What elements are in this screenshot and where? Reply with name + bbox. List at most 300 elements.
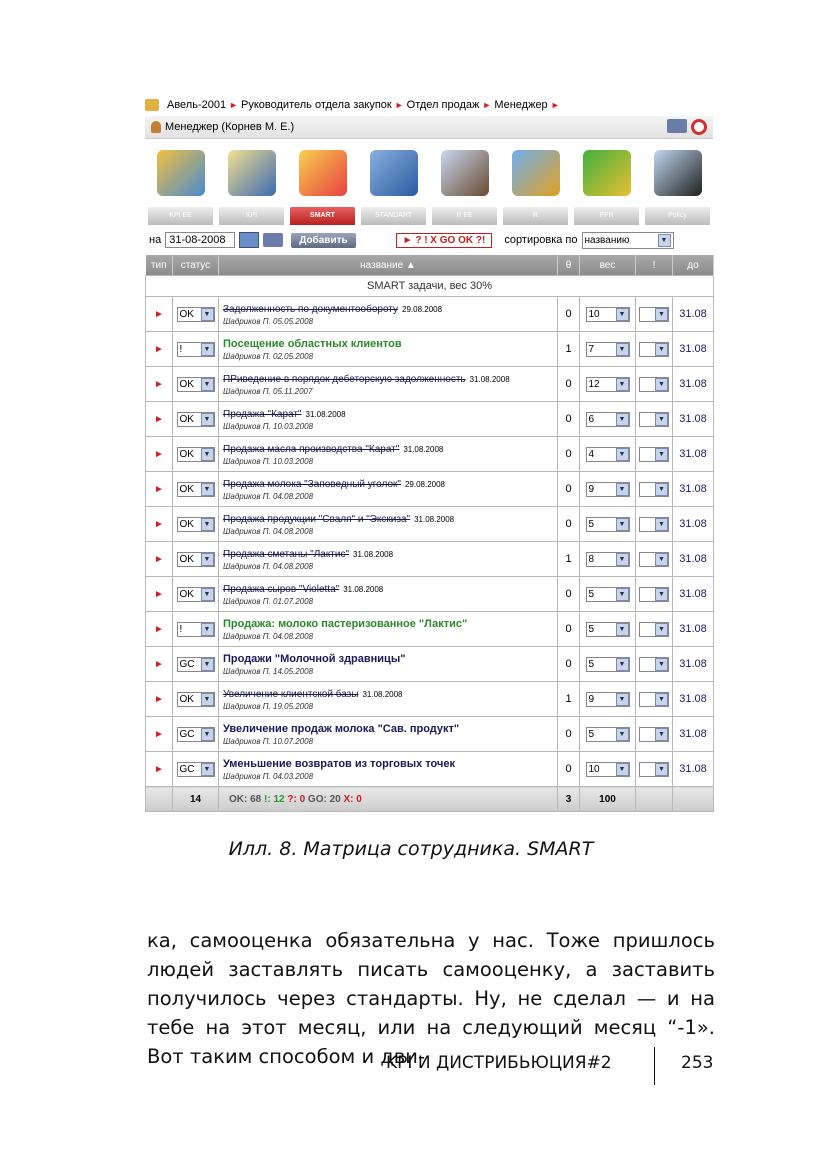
table-row	[146, 472, 714, 507]
chevron-down-icon: ▼	[655, 483, 668, 496]
status-select[interactable]	[177, 412, 215, 427]
priority-select[interactable]	[639, 377, 669, 392]
user-bar	[145, 116, 713, 139]
weight-value: 10	[588, 763, 600, 775]
due-cell: 31.08	[673, 367, 714, 402]
summary-ok: OK: 68	[229, 793, 262, 805]
due-cell: 31.08	[673, 402, 714, 437]
status-select[interactable]	[177, 377, 215, 392]
chevron-down-icon: ▼	[616, 413, 629, 426]
weight-cell	[580, 752, 636, 787]
task-author: Шадриков П. 01.07.2008	[223, 596, 314, 606]
kpi-chart-icon[interactable]	[228, 150, 276, 196]
calendar-icon[interactable]	[239, 232, 259, 248]
due-cell: 31.08	[673, 682, 714, 717]
chevron-down-icon: ▼	[616, 308, 629, 321]
priority-select[interactable]	[639, 412, 669, 427]
weight-select[interactable]	[586, 377, 630, 392]
chevron-down-icon: ▼	[655, 763, 668, 776]
status-value: !	[179, 623, 183, 635]
sort-select[interactable]	[582, 232, 674, 249]
priority-cell	[636, 647, 673, 682]
body-paragraph: ка, самооценка обязательна у нас. Тоже пришлось людей заставлять писать самооценку, а заставить получилось через стандарты. Ну, не сделал — и на тебе на этот месяц, или на следующий месяц “-1». Вот таким способом и дви-	[147, 929, 715, 1068]
count-cell: 0	[558, 402, 580, 437]
task-date: 31.08.2008	[353, 549, 394, 559]
count-cell: 0	[558, 437, 580, 472]
priority-select[interactable]	[639, 342, 669, 357]
growth-chart-icon[interactable]	[512, 150, 560, 196]
sort-value: названию	[584, 234, 630, 246]
play-icon[interactable]: ►	[146, 332, 173, 367]
weight-value: 9	[588, 483, 595, 495]
arrow-right-icon: ►	[394, 100, 404, 110]
chevron-down-icon: ▼	[655, 658, 668, 671]
play-icon[interactable]: ►	[146, 297, 173, 332]
summary-x: X: 0	[343, 793, 362, 805]
tab-kpi[interactable]: KPI	[219, 207, 284, 225]
status-select[interactable]	[177, 762, 215, 777]
chevron-down-icon: ▼	[616, 623, 629, 636]
weight-value: 5	[588, 518, 595, 530]
weight-value: 5	[588, 728, 595, 740]
chevron-down-icon: ▼	[201, 658, 214, 671]
weight-value: 5	[588, 658, 595, 670]
play-icon[interactable]: ►	[146, 402, 173, 437]
status-value: OK	[179, 378, 194, 390]
task-author: Шадриков П. 04.08.2008	[223, 526, 314, 536]
section-title: SMART задачи, вес 30%	[146, 276, 714, 297]
weight-cell	[580, 297, 636, 332]
task-date: 31.08.2008	[403, 444, 444, 454]
task-title[interactable]: Уменьшение возвратов из торговых точек	[223, 757, 456, 770]
priority-select[interactable]	[639, 307, 669, 322]
user-icon	[151, 121, 161, 133]
rating-podium-icon[interactable]	[441, 150, 489, 196]
count-cell: 0	[558, 507, 580, 542]
weight-select[interactable]	[586, 622, 630, 637]
status-value: OK	[179, 483, 194, 495]
tab-standart[interactable]: STANDART	[361, 207, 426, 225]
status-value: GC	[179, 658, 195, 670]
due-cell: 31.08	[673, 332, 714, 367]
status-value: OK	[179, 693, 194, 705]
title-cell	[219, 332, 558, 367]
weight-select[interactable]	[586, 692, 630, 707]
play-icon[interactable]: ►	[146, 612, 173, 647]
count-cell: 0	[558, 577, 580, 612]
arrow-right-icon: ►	[550, 100, 560, 110]
task-author: Шадриков П. 02.05.2008	[223, 351, 314, 361]
status-select[interactable]	[177, 552, 215, 567]
arrow-right-icon: ►	[482, 100, 492, 110]
footer-weight: 100	[580, 787, 636, 812]
status-select[interactable]	[177, 307, 215, 322]
status-select[interactable]	[177, 692, 215, 707]
count-cell: 0	[558, 472, 580, 507]
due-cell: 31.08	[673, 297, 714, 332]
tasks-table	[145, 255, 714, 812]
chevron-down-icon: ▼	[655, 378, 668, 391]
task-title[interactable]: Посещение областных клиентов	[223, 337, 402, 350]
chevron-down-icon: ▼	[655, 728, 668, 741]
task-title[interactable]: Увеличение продаж молока "Сав. продукт"	[223, 722, 460, 735]
priority-cell	[636, 332, 673, 367]
weight-value: 5	[588, 623, 595, 635]
play-icon[interactable]: ►	[146, 647, 173, 682]
summary-q: ?: 0	[287, 793, 306, 805]
chevron-down-icon: ▼	[201, 763, 214, 776]
task-title[interactable]: ПРиведение в порядок дебеторскую задолженность	[223, 373, 466, 385]
status-select[interactable]	[177, 727, 215, 742]
task-date: 29.08.2008	[404, 479, 446, 489]
status-cell	[173, 472, 219, 507]
play-icon[interactable]: ►	[146, 717, 173, 752]
chevron-down-icon: ▼	[201, 378, 214, 391]
title-cell	[219, 542, 558, 577]
chevron-down-icon: ▼	[201, 483, 214, 496]
add-button[interactable]: Добавить	[291, 233, 355, 248]
status-value: OK	[179, 308, 194, 320]
priority-cell	[636, 752, 673, 787]
status-cell	[173, 647, 219, 682]
due-cell: 31.08	[673, 717, 714, 752]
smart-folder-icon[interactable]	[299, 150, 347, 196]
play-icon[interactable]: ►	[146, 367, 173, 402]
chevron-down-icon: ▼	[655, 588, 668, 601]
tab-r[interactable]: R	[503, 207, 568, 225]
col-type[interactable]: тип	[146, 255, 173, 276]
col-status[interactable]: статус	[173, 255, 219, 276]
table-row	[146, 717, 714, 752]
toolbar	[145, 225, 713, 255]
task-title[interactable]: Продажа молока "Заповедный уголок"	[223, 478, 401, 490]
count-cell: 0	[558, 612, 580, 647]
priority-select[interactable]	[639, 692, 669, 707]
org-icon	[145, 99, 159, 111]
task-author: Шадриков П. 10.03.2008	[223, 456, 314, 466]
chevron-down-icon: ▼	[201, 693, 214, 706]
priority-cell	[636, 682, 673, 717]
due-cell: 31.08	[673, 612, 714, 647]
due-cell: 31.08	[673, 647, 714, 682]
chevron-down-icon: ▼	[201, 728, 214, 741]
weight-cell	[580, 332, 636, 367]
priority-cell	[636, 612, 673, 647]
title-cell	[219, 507, 558, 542]
status-select[interactable]	[177, 342, 215, 357]
crumb-link[interactable]: Руководитель отдела закупок	[241, 99, 392, 111]
chevron-down-icon: ▼	[616, 448, 629, 461]
status-filter[interactable]: ► ? ! X GO OK ?!	[396, 233, 493, 248]
goal-icon[interactable]	[370, 150, 418, 196]
status-cell	[173, 437, 219, 472]
col-count[interactable]: θ	[558, 255, 580, 276]
task-author: Шадриков П. 04.08.2008	[223, 561, 314, 571]
weight-cell	[580, 367, 636, 402]
status-select[interactable]	[177, 657, 215, 672]
weight-cell	[580, 682, 636, 717]
policy-icon[interactable]	[654, 150, 702, 196]
chevron-down-icon: ▼	[655, 413, 668, 426]
page-footer	[386, 1047, 716, 1085]
priority-select[interactable]	[639, 727, 669, 742]
task-title[interactable]: Задолженность по документообороту	[223, 303, 398, 315]
status-cell	[173, 332, 219, 367]
title-cell	[219, 437, 558, 472]
footer-divider	[654, 1047, 655, 1085]
table-row	[146, 542, 714, 577]
due-cell: 31.08	[673, 542, 714, 577]
col-due[interactable]: до	[673, 255, 714, 276]
chevron-down-icon: ▼	[201, 308, 214, 321]
task-author: Шадриков П. 19.05.2008	[223, 701, 314, 711]
count-cell: 0	[558, 647, 580, 682]
footer-empty	[636, 787, 673, 812]
chevron-down-icon: ▼	[616, 728, 629, 741]
count-cell: 0	[558, 717, 580, 752]
table-row	[146, 437, 714, 472]
col-title[interactable]: название ▲	[219, 255, 558, 276]
play-icon[interactable]: ►	[146, 542, 173, 577]
figure-caption: Илл. 8. Матрица сотрудника. SMART	[228, 838, 594, 860]
priority-select[interactable]	[639, 587, 669, 602]
chevron-down-icon: ▼	[655, 623, 668, 636]
status-select[interactable]	[177, 587, 215, 602]
col-priority[interactable]: !	[636, 255, 673, 276]
weight-cell	[580, 647, 636, 682]
play-icon[interactable]: ►	[146, 437, 173, 472]
status-cell	[173, 752, 219, 787]
priority-cell	[636, 717, 673, 752]
priority-select[interactable]	[639, 447, 669, 462]
task-title[interactable]: Продажа: молоко пастеризованное "Лактис"	[223, 617, 468, 630]
task-author: Шадриков П. 10.03.2008	[223, 421, 314, 431]
status-value: OK	[179, 553, 194, 565]
weight-cell	[580, 542, 636, 577]
col-weight[interactable]: вес	[580, 255, 636, 276]
priority-select[interactable]	[639, 482, 669, 497]
summary-ex: !: 12	[264, 793, 285, 805]
priority-select[interactable]	[639, 622, 669, 637]
play-icon[interactable]: ►	[146, 752, 173, 787]
chevron-down-icon: ▼	[616, 693, 629, 706]
weight-select[interactable]	[586, 412, 630, 427]
weight-cell	[580, 717, 636, 752]
footer-status-summary	[219, 787, 558, 812]
status-select[interactable]	[177, 517, 215, 532]
task-date: 31.08.2008	[305, 409, 346, 419]
task-date: 31.08.2008	[343, 584, 384, 594]
chevron-down-icon: ▼	[616, 588, 629, 601]
tab-smart[interactable]: SMART	[290, 207, 355, 225]
weight-select[interactable]	[586, 517, 630, 532]
date-label: на	[149, 234, 162, 246]
status-select[interactable]	[177, 622, 215, 637]
count-cell: 0	[558, 367, 580, 402]
status-cell	[173, 682, 219, 717]
tab-pfr[interactable]: PFR	[574, 207, 639, 225]
chevron-down-icon: ▼	[616, 763, 629, 776]
count-cell: 1	[558, 542, 580, 577]
weight-value: 6	[588, 413, 595, 425]
task-date: 31.08.2008	[414, 514, 455, 524]
table-row	[146, 507, 714, 542]
tab-r-ee[interactable]: R ЕЕ	[432, 207, 497, 225]
title-cell	[219, 612, 558, 647]
footer-title: KPI И ДИСТРИБЬЮЦИЯ#2	[386, 1053, 612, 1073]
status-select[interactable]	[177, 447, 215, 462]
table-row	[146, 612, 714, 647]
play-icon[interactable]: ►	[146, 472, 173, 507]
table-row	[146, 682, 714, 717]
weight-select[interactable]	[586, 447, 630, 462]
status-value: OK	[179, 518, 194, 530]
weight-value: 10	[588, 308, 600, 320]
date-input[interactable]: 31-08-2008	[165, 232, 235, 248]
title-cell	[219, 297, 558, 332]
task-date: 29.08.2008	[402, 304, 443, 314]
title-cell	[219, 472, 558, 507]
sort-label: сортировка по	[504, 234, 578, 246]
status-select[interactable]	[177, 482, 215, 497]
kpi-ee-icon[interactable]	[157, 150, 205, 196]
status-value: GC	[179, 763, 195, 775]
status-value: GC	[179, 728, 195, 740]
due-cell: 31.08	[673, 472, 714, 507]
chevron-down-icon: ▼	[616, 378, 629, 391]
tab-bar	[145, 207, 713, 225]
weight-value: 7	[588, 343, 595, 355]
status-value: !	[179, 343, 183, 355]
play-icon[interactable]: ►	[146, 507, 173, 542]
status-cell	[173, 367, 219, 402]
priority-cell	[636, 507, 673, 542]
weight-value: 12	[588, 378, 600, 390]
task-date: 31.08.2008	[469, 374, 510, 384]
task-title[interactable]: Продажа сметаны "Лактис"	[223, 548, 350, 560]
status-cell	[173, 507, 219, 542]
due-cell: 31.08	[673, 507, 714, 542]
status-cell	[173, 577, 219, 612]
weight-select[interactable]	[586, 727, 630, 742]
weight-select[interactable]	[586, 342, 630, 357]
chevron-down-icon: ▼	[655, 553, 668, 566]
weight-select[interactable]	[586, 762, 630, 777]
priority-select[interactable]	[639, 762, 669, 777]
tab-kpi-ee[interactable]: KPI ЕЕ	[148, 207, 213, 225]
count-cell: 0	[558, 752, 580, 787]
table-row	[146, 367, 714, 402]
due-cell: 31.08	[673, 577, 714, 612]
status-value: OK	[179, 448, 194, 460]
chevron-down-icon: ▼	[616, 518, 629, 531]
task-author: Шадриков П. 04.08.2008	[223, 491, 314, 501]
due-cell: 31.08	[673, 752, 714, 787]
task-title[interactable]: Увеличение клиентской базы	[223, 688, 359, 700]
table-footer	[146, 787, 714, 812]
table-row	[146, 402, 714, 437]
title-cell	[219, 647, 558, 682]
table-header	[146, 255, 714, 276]
priority-select[interactable]	[639, 657, 669, 672]
weight-select[interactable]	[586, 307, 630, 322]
chevron-down-icon: ▼	[201, 343, 214, 356]
print-icon[interactable]	[263, 233, 283, 247]
title-cell	[219, 717, 558, 752]
title-cell	[219, 682, 558, 717]
task-title[interactable]: Продажа сыров "Violetta"	[223, 583, 340, 595]
task-author: Шадриков П. 10.07.2008	[223, 736, 314, 746]
money-icon[interactable]	[583, 150, 631, 196]
chevron-down-icon: ▼	[201, 413, 214, 426]
priority-cell	[636, 297, 673, 332]
chevron-down-icon: ▼	[616, 343, 629, 356]
weight-value: 8	[588, 553, 595, 565]
crumb-link[interactable]: Менеджер	[494, 99, 548, 111]
task-author: Шадриков П. 04.08.2008	[223, 631, 314, 641]
chevron-down-icon: ▼	[658, 234, 671, 247]
table-row	[146, 577, 714, 612]
table-row	[146, 647, 714, 682]
task-title[interactable]: Продажа "Карат"	[223, 408, 302, 420]
priority-cell	[636, 402, 673, 437]
task-title[interactable]: Продажа продукции "Сваля" и "Экскиза"	[223, 513, 411, 525]
play-icon[interactable]: ►	[146, 682, 173, 717]
weight-select[interactable]	[586, 482, 630, 497]
tab-policy[interactable]: Policy	[645, 207, 710, 225]
due-cell: 31.08	[673, 437, 714, 472]
arrow-right-icon: ►	[229, 100, 239, 110]
task-title[interactable]: Продажа масла производства "Карат"	[223, 443, 400, 455]
priority-select[interactable]	[639, 552, 669, 567]
chevron-down-icon: ▼	[616, 483, 629, 496]
title-cell	[219, 752, 558, 787]
chevron-down-icon: ▼	[655, 448, 668, 461]
task-author: Шадриков П. 05.11.2007	[223, 386, 313, 396]
count-cell: 1	[558, 682, 580, 717]
priority-cell	[636, 577, 673, 612]
play-icon[interactable]: ►	[146, 577, 173, 612]
priority-cell	[636, 367, 673, 402]
chevron-down-icon: ▼	[201, 623, 214, 636]
crumb-link[interactable]: Отдел продаж	[406, 99, 480, 111]
breadcrumb	[145, 94, 713, 116]
chevron-down-icon: ▼	[201, 553, 214, 566]
weight-select[interactable]	[586, 657, 630, 672]
footer-empty	[673, 787, 714, 812]
print-icon[interactable]	[667, 119, 687, 133]
status-cell	[173, 297, 219, 332]
chevron-down-icon: ▼	[616, 658, 629, 671]
chevron-down-icon: ▼	[655, 343, 668, 356]
crumb-link[interactable]: Авель-2001	[167, 99, 227, 111]
title-cell	[219, 367, 558, 402]
section-row	[146, 276, 714, 297]
weight-cell	[580, 612, 636, 647]
task-title[interactable]: Продажи "Молочной здравницы"	[223, 652, 406, 665]
chevron-down-icon: ▼	[201, 518, 214, 531]
target-icon[interactable]	[691, 119, 707, 135]
footer-n: 3	[558, 787, 580, 812]
priority-select[interactable]	[639, 517, 669, 532]
status-cell	[173, 717, 219, 752]
summary-go: GO: 20	[307, 793, 341, 805]
weight-select[interactable]	[586, 587, 630, 602]
status-value: OK	[179, 413, 194, 425]
screenshot	[145, 94, 713, 812]
title-cell	[219, 577, 558, 612]
weight-select[interactable]	[586, 552, 630, 567]
